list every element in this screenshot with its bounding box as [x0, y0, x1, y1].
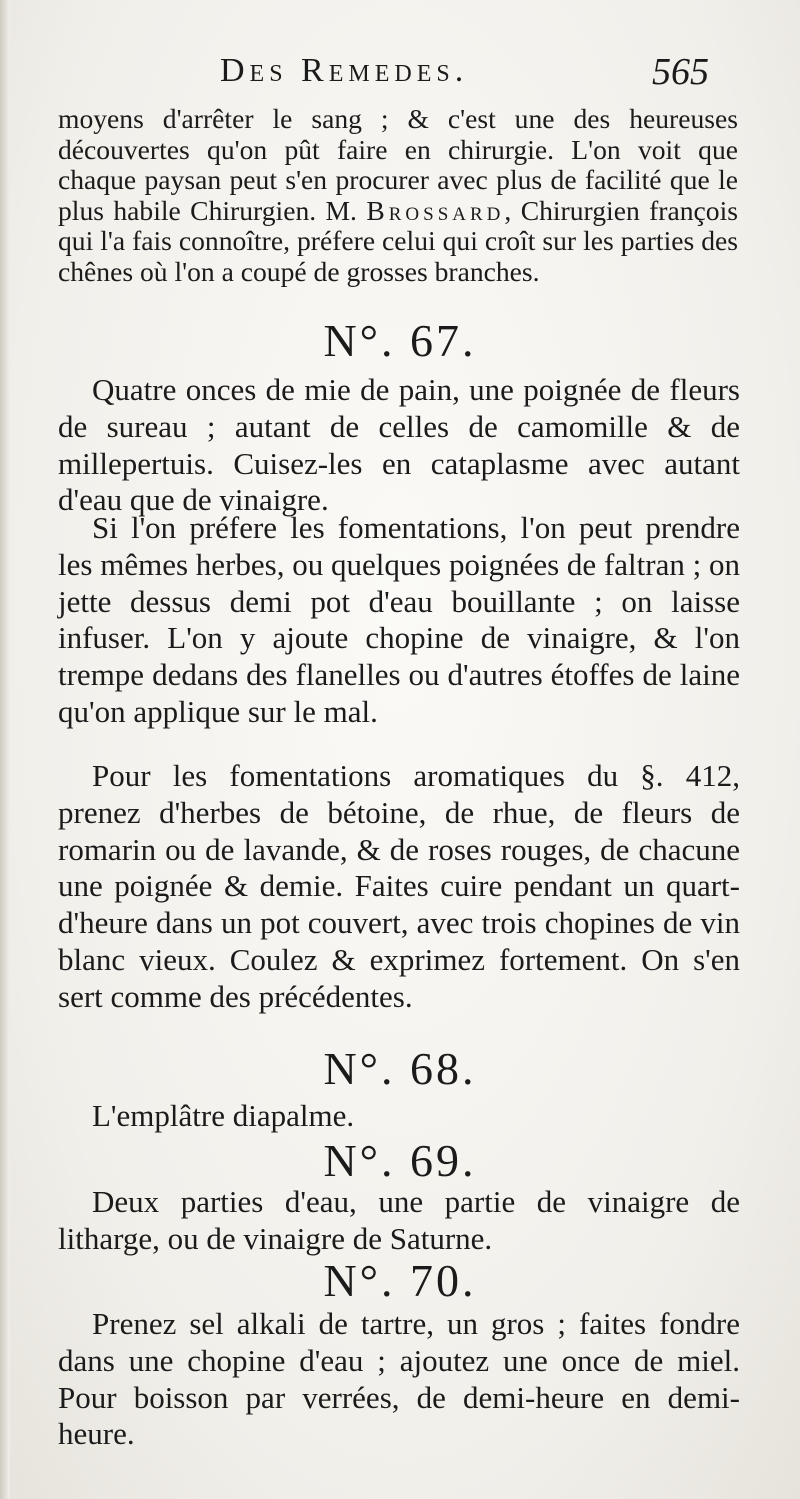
section-heading-68: N°. 68.	[323, 1043, 477, 1094]
section-heading-70: N°. 70.	[323, 1255, 477, 1306]
running-title: Des Remedes.	[220, 52, 469, 89]
surgeon-name: Brossard	[366, 194, 505, 226]
paragraph-67-3: Pour les fomentations aromatiques du §. 412, prenez d'herbes de bétoine, de rhue, de fleurs de romarin ou de lavande, & de roses rouges, de chacune une poignée & demie. Faites cuire pendant un quart-d'heure dans un pot couvert, avec trois chopines de vin blanc vieux. Coulez & exprimez fortement. On s'en sert comme des précédentes.	[58, 758, 740, 1014]
paragraph-68: L'emplâtre diapalme.	[92, 1098, 355, 1133]
paragraph-69: Deux parties d'eau, une partie de vinaigre de litharge, ou de vinaigre de Saturne.	[58, 1184, 740, 1256]
intro-paragraph	[58, 104, 738, 287]
intro-text-part2: , Chirurgien françois qui l'a fais connoître, préfere celui qui croît sur les parties des chênes où l'on a coupé de grosses branches.	[58, 194, 738, 287]
page-number: 565	[652, 51, 709, 93]
intro-text-part1: moyens d'arrêter le sang ; & c'est une des heureuses découvertes qu'on pût faire en chirurgie. L'on voit que chaque paysan peut s'en procurer avec plus de facilité que le plus habile Chirurgien. M.	[58, 103, 738, 226]
section-heading-69: N°. 69.	[323, 1135, 477, 1186]
page-header	[60, 52, 760, 102]
section-heading-67: N°. 67.	[323, 315, 477, 366]
paragraph-70: Prenez sel alkali de tartre, un gros ; faites fondre dans une chopine d'eau ; ajoutez une once de miel. Pour boisson par verrées, de demi-heure en demi-heure.	[58, 1306, 740, 1452]
paragraph-67-2: Si l'on préfere les fomentations, l'on peut prendre les mêmes herbes, ou quelques poignées de faltran ; on jette dessus demi pot d'eau bouillante ; on laisse infuser. L'on y ajoute chopine de vinaigre, & l'on trempe dedans des flanelles ou d'autres étoffes de laine qu'on applique sur le mal.	[58, 510, 740, 729]
paragraph-67-1: Quatre onces de mie de pain, une poignée de fleurs de sureau ; autant de celles de camomille & de millepertuis. Cuisez-les en cataplasme avec autant d'eau que de vinaigre.	[58, 372, 740, 518]
